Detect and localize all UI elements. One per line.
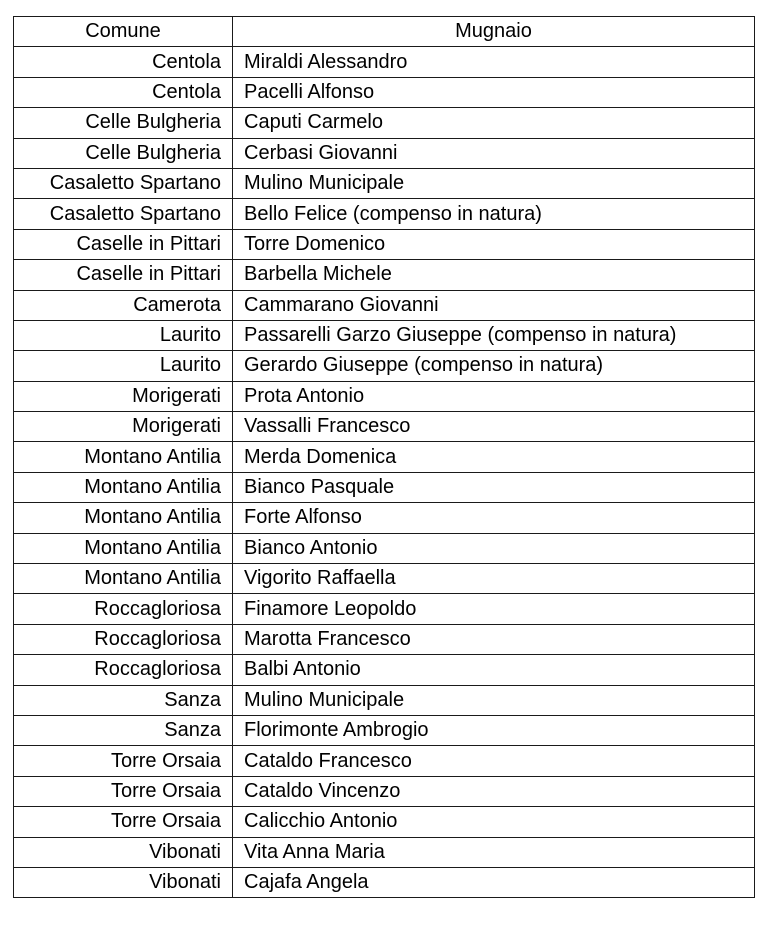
comune-cell: Laurito <box>14 351 233 381</box>
comune-cell: Sanza <box>14 715 233 745</box>
header-mugnaio: Mugnaio <box>233 17 755 47</box>
mugnaio-cell: Cataldo Vincenzo <box>233 776 755 806</box>
table-row <box>14 381 755 411</box>
comune-cell: Roccagloriosa <box>14 624 233 654</box>
table-row <box>14 260 755 290</box>
mugnaio-cell: Barbella Michele <box>233 260 755 290</box>
mugnaio-cell: Cajafa Angela <box>233 867 755 897</box>
table-header <box>14 17 755 47</box>
table-row <box>14 199 755 229</box>
comune-cell: Caselle in Pittari <box>14 260 233 290</box>
table-row <box>14 685 755 715</box>
comune-cell: Centola <box>14 77 233 107</box>
table-row <box>14 47 755 77</box>
table-row <box>14 533 755 563</box>
mugnaio-cell: Prota Antonio <box>233 381 755 411</box>
mugnaio-cell: Finamore Leopoldo <box>233 594 755 624</box>
mugnaio-cell: Merda Domenica <box>233 442 755 472</box>
comune-cell: Torre Orsaia <box>14 776 233 806</box>
mugnaio-cell: Bianco Pasquale <box>233 472 755 502</box>
mugnaio-cell: Forte Alfonso <box>233 503 755 533</box>
mugnaio-cell: Gerardo Giuseppe (compenso in natura) <box>233 351 755 381</box>
table-row <box>14 320 755 350</box>
mugnaio-cell: Cammarano Giovanni <box>233 290 755 320</box>
header-row <box>14 17 755 47</box>
table-row <box>14 776 755 806</box>
table-row <box>14 229 755 259</box>
mugnaio-cell: Mulino Municipale <box>233 168 755 198</box>
mugnaio-cell: Florimonte Ambrogio <box>233 715 755 745</box>
table-row <box>14 564 755 594</box>
comune-cell: Montano Antilia <box>14 564 233 594</box>
comune-cell: Torre Orsaia <box>14 746 233 776</box>
mugnaio-cell: Vassalli Francesco <box>233 412 755 442</box>
table-row <box>14 412 755 442</box>
comune-cell: Celle Bulgheria <box>14 138 233 168</box>
mugnaio-cell: Caputi Carmelo <box>233 108 755 138</box>
mugnaio-cell: Marotta Francesco <box>233 624 755 654</box>
mugnaio-cell: Vigorito Raffaella <box>233 564 755 594</box>
table-row <box>14 77 755 107</box>
comune-cell: Vibonati <box>14 837 233 867</box>
table-row <box>14 624 755 654</box>
comune-cell: Torre Orsaia <box>14 807 233 837</box>
mugnaio-cell: Vita Anna Maria <box>233 837 755 867</box>
comune-cell: Montano Antilia <box>14 442 233 472</box>
comune-cell: Montano Antilia <box>14 533 233 563</box>
table-row <box>14 290 755 320</box>
table-row <box>14 837 755 867</box>
mugnaio-cell: Cataldo Francesco <box>233 746 755 776</box>
mugnaio-cell: Cerbasi Giovanni <box>233 138 755 168</box>
table-row <box>14 867 755 897</box>
table-row <box>14 108 755 138</box>
mugnaio-cell: Torre Domenico <box>233 229 755 259</box>
mugnaio-cell: Passarelli Garzo Giuseppe (compenso in natura) <box>233 320 755 350</box>
comune-cell: Casaletto Spartano <box>14 199 233 229</box>
comune-cell: Montano Antilia <box>14 472 233 502</box>
mugnaio-cell: Bianco Antonio <box>233 533 755 563</box>
table-row <box>14 472 755 502</box>
table-row <box>14 746 755 776</box>
comune-cell: Centola <box>14 47 233 77</box>
mugnaio-cell: Pacelli Alfonso <box>233 77 755 107</box>
table-row <box>14 442 755 472</box>
table-row <box>14 594 755 624</box>
table-row <box>14 168 755 198</box>
table-row <box>14 138 755 168</box>
mills-table <box>13 16 755 898</box>
table-row <box>14 503 755 533</box>
mugnaio-cell: Mulino Municipale <box>233 685 755 715</box>
comune-cell: Morigerati <box>14 381 233 411</box>
comune-cell: Vibonati <box>14 867 233 897</box>
comune-cell: Camerota <box>14 290 233 320</box>
comune-cell: Morigerati <box>14 412 233 442</box>
mugnaio-cell: Balbi Antonio <box>233 655 755 685</box>
comune-cell: Roccagloriosa <box>14 594 233 624</box>
comune-cell: Casaletto Spartano <box>14 168 233 198</box>
comune-cell: Sanza <box>14 685 233 715</box>
comune-cell: Celle Bulgheria <box>14 108 233 138</box>
table-row <box>14 715 755 745</box>
comune-cell: Caselle in Pittari <box>14 229 233 259</box>
table-body <box>14 47 755 898</box>
header-comune: Comune <box>14 17 233 47</box>
comune-cell: Laurito <box>14 320 233 350</box>
mugnaio-cell: Calicchio Antonio <box>233 807 755 837</box>
table-row <box>14 655 755 685</box>
mugnaio-cell: Miraldi Alessandro <box>233 47 755 77</box>
comune-cell: Roccagloriosa <box>14 655 233 685</box>
comune-cell: Montano Antilia <box>14 503 233 533</box>
table-row <box>14 351 755 381</box>
table-row <box>14 807 755 837</box>
mugnaio-cell: Bello Felice (compenso in natura) <box>233 199 755 229</box>
